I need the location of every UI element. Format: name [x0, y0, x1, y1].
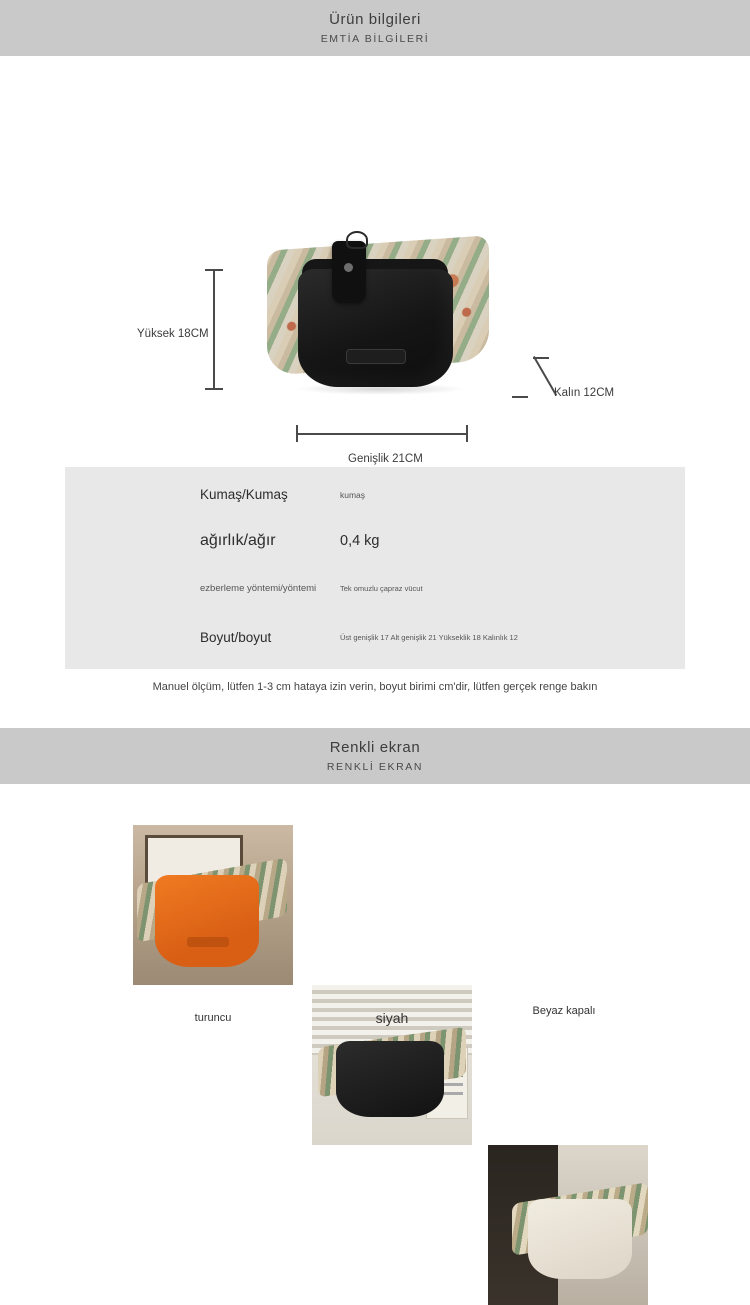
- table-row: [65, 630, 685, 645]
- bag-flap: [332, 241, 366, 303]
- width-measure-line: [296, 433, 468, 435]
- product-bag-illustration: [262, 221, 492, 411]
- depth-measure-cap-top: [533, 357, 549, 359]
- color-swatches: [0, 812, 750, 1052]
- swatch-photo-black[interactable]: [312, 985, 472, 1145]
- white-bag-body: [528, 1199, 632, 1279]
- depth-label: Kalın 12CM: [554, 387, 615, 399]
- table-row: [65, 532, 685, 550]
- spec-value: Tek omuzlu çapraz vücut: [340, 584, 423, 593]
- black-bag-body: [336, 1041, 444, 1117]
- height-measure-cap-top: [205, 269, 223, 271]
- table-row: [65, 583, 685, 594]
- spec-key: Kumaş/Kumaş: [200, 487, 288, 502]
- spec-key: Boyut/boyut: [200, 630, 272, 645]
- height-measure-cap-bottom: [205, 388, 223, 390]
- width-measure-cap-left: [296, 425, 298, 442]
- bag-shadow: [296, 383, 466, 395]
- width-measure-cap-right: [466, 425, 468, 442]
- color-display-title: Renkli ekran: [329, 739, 421, 756]
- product-info-title: Ürün bilgileri: [329, 11, 421, 28]
- spec-value: kumaş: [340, 489, 366, 500]
- swatch-caption-orange: turuncu: [194, 1012, 232, 1024]
- height-label: Yüksek 18CM: [137, 328, 209, 340]
- spec-key: ağırlık/ağır: [200, 532, 276, 549]
- color-display-header: [0, 728, 750, 784]
- product-info-subtitle: EMTİA BİLGİLERİ: [320, 33, 430, 45]
- spec-table: [65, 467, 685, 669]
- swatch-photo-orange[interactable]: [133, 825, 293, 985]
- height-measure-line: [213, 269, 215, 389]
- swatch-caption-white: Beyaz kapalı: [532, 1005, 596, 1017]
- spec-value: 0,4 kg: [340, 533, 380, 549]
- bag-zipper-icon: [346, 231, 368, 249]
- depth-measure-cap-bottom: [512, 396, 528, 398]
- width-label: Genişlik 21CM: [348, 453, 423, 465]
- bag-brand-label: [346, 349, 406, 364]
- bag-body: [298, 269, 453, 387]
- orange-bag-label: [187, 937, 229, 947]
- product-figure-block: [0, 56, 750, 466]
- color-display-subtitle: RENKLİ EKRAN: [326, 761, 424, 773]
- spec-key: ezberleme yöntemi/yöntemi: [200, 583, 317, 594]
- table-row: [65, 487, 685, 502]
- swatch-photo-white[interactable]: [488, 1145, 648, 1305]
- measurement-note: Manuel ölçüm, lütfen 1-3 cm hataya izin verin, boyut birimi cm'dir, lütfen gerçek renge bakın: [152, 681, 598, 693]
- orange-bag-body: [155, 875, 259, 967]
- swatch-caption-black: siyah: [375, 1010, 409, 1026]
- product-info-header: [0, 0, 750, 56]
- spec-value: Üst genişlik 17 Alt genişlik 21 Yükseklik 18 Kalınlık 12: [340, 633, 518, 642]
